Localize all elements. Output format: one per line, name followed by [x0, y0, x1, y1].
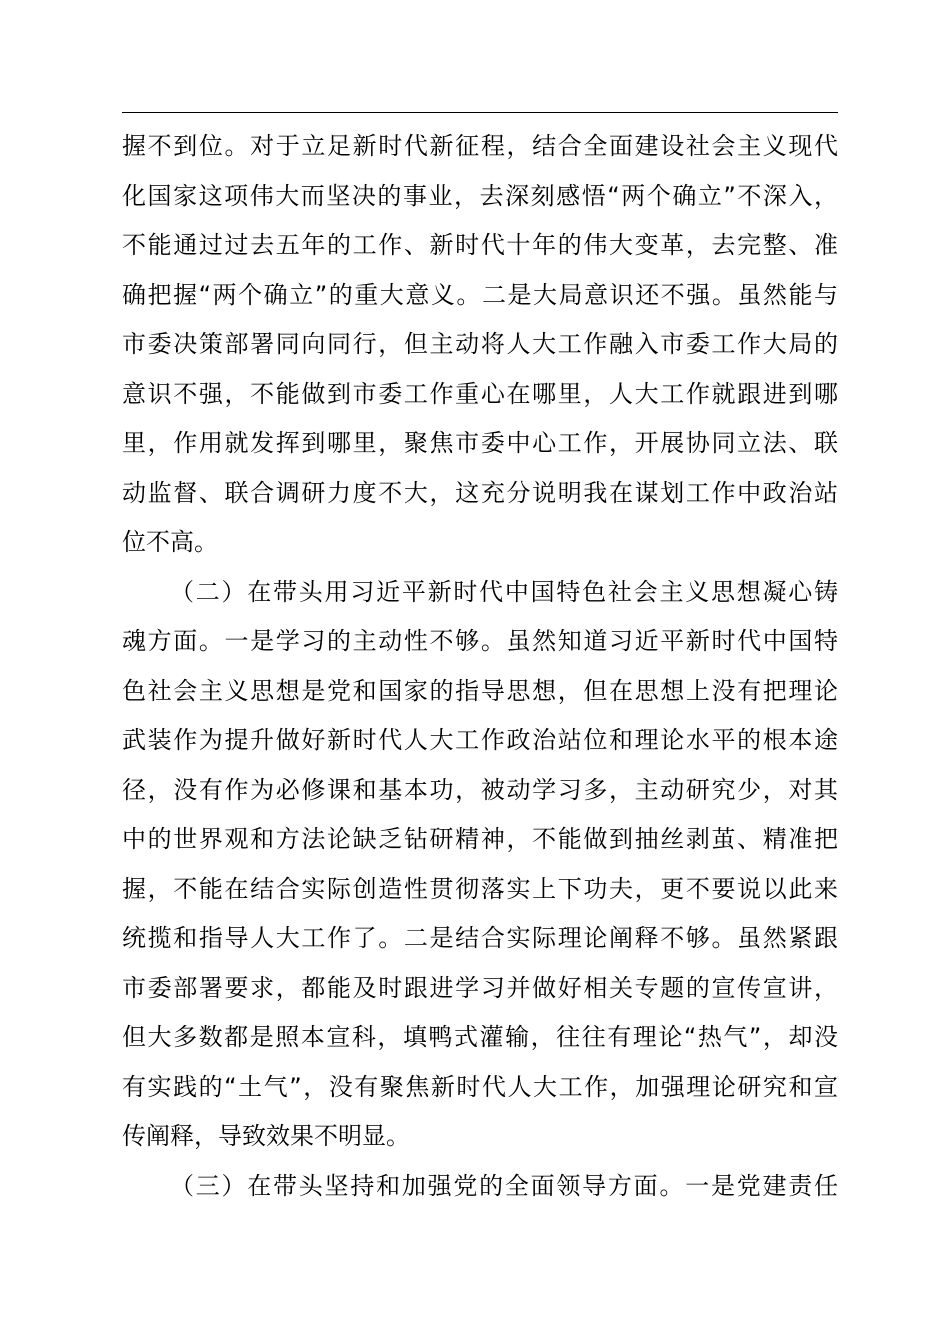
text-line: 意识不强，不能做到市委工作重心在哪里，人大工作就跟进到哪	[122, 379, 838, 408]
text-line: 握不到位。对于立足新时代新征程，结合全面建设社会主义现代	[122, 132, 838, 160]
text-line: 色社会主义思想是党和国家的指导思想，但在思想上没有把理论	[122, 676, 838, 705]
text-line: 不能通过过去五年的工作、新时代十年的伟大变革，去完整、准	[122, 231, 838, 259]
text-line: 里，作用就发挥到哪里，聚焦市委中心工作，开展协同立法、联	[122, 429, 838, 457]
section-heading-line: （三）在带头坚持和加强党的全面领导方面。一是党建责任	[170, 1171, 838, 1200]
text-line: 魂方面。一是学习的主动性不够。虽然知道习近平新时代中国特	[122, 627, 838, 655]
body-text	[122, 122, 838, 1211]
text-line: 统揽和指导人大工作了。二是结合实际理论阐释不够。虽然紧跟	[122, 924, 838, 952]
text-line: 位不高。	[122, 528, 218, 556]
text-line: 有实践的“土气”，没有聚焦新时代人大工作，加强理论研究和宣	[122, 1072, 838, 1101]
text-line: 武装作为提升做好新时代人大工作政治站位和理论水平的根本途	[122, 726, 838, 754]
text-line: 传阐释，导致效果不明显。	[122, 1122, 410, 1150]
text-line: 化国家这项伟大而坚决的事业，去深刻感悟“两个确立”不深入，	[122, 181, 838, 210]
text-line: 市委决策部署同向同行，但主动将人大工作融入市委工作大局的	[122, 330, 838, 358]
text-line: 握，不能在结合实际创造性贯彻落实上下功夫，更不要说以此来	[122, 874, 838, 903]
text-line: 动监督、联合调研力度不大，这充分说明我在谋划工作中政治站	[122, 478, 838, 507]
header-rule	[122, 112, 838, 113]
text-line: 确把握“两个确立”的重大意义。二是大局意识还不强。虽然能与	[122, 280, 838, 309]
text-line: 径，没有作为必修课和基本功，被动学习多，主动研究少，对其	[122, 775, 838, 804]
section-heading-line: （二）在带头用习近平新时代中国特色社会主义思想凝心铸	[170, 577, 838, 606]
text-line: 中的世界观和方法论缺乏钻研精神，不能做到抽丝剥茧、精准把	[122, 825, 838, 853]
text-line: 市委部署要求，都能及时跟进学习并做好相关专题的宣传宣讲，	[122, 973, 838, 1002]
text-line: 但大多数都是照本宣科，填鸭式灌输，往往有理论“热气”，却没	[122, 1023, 838, 1051]
